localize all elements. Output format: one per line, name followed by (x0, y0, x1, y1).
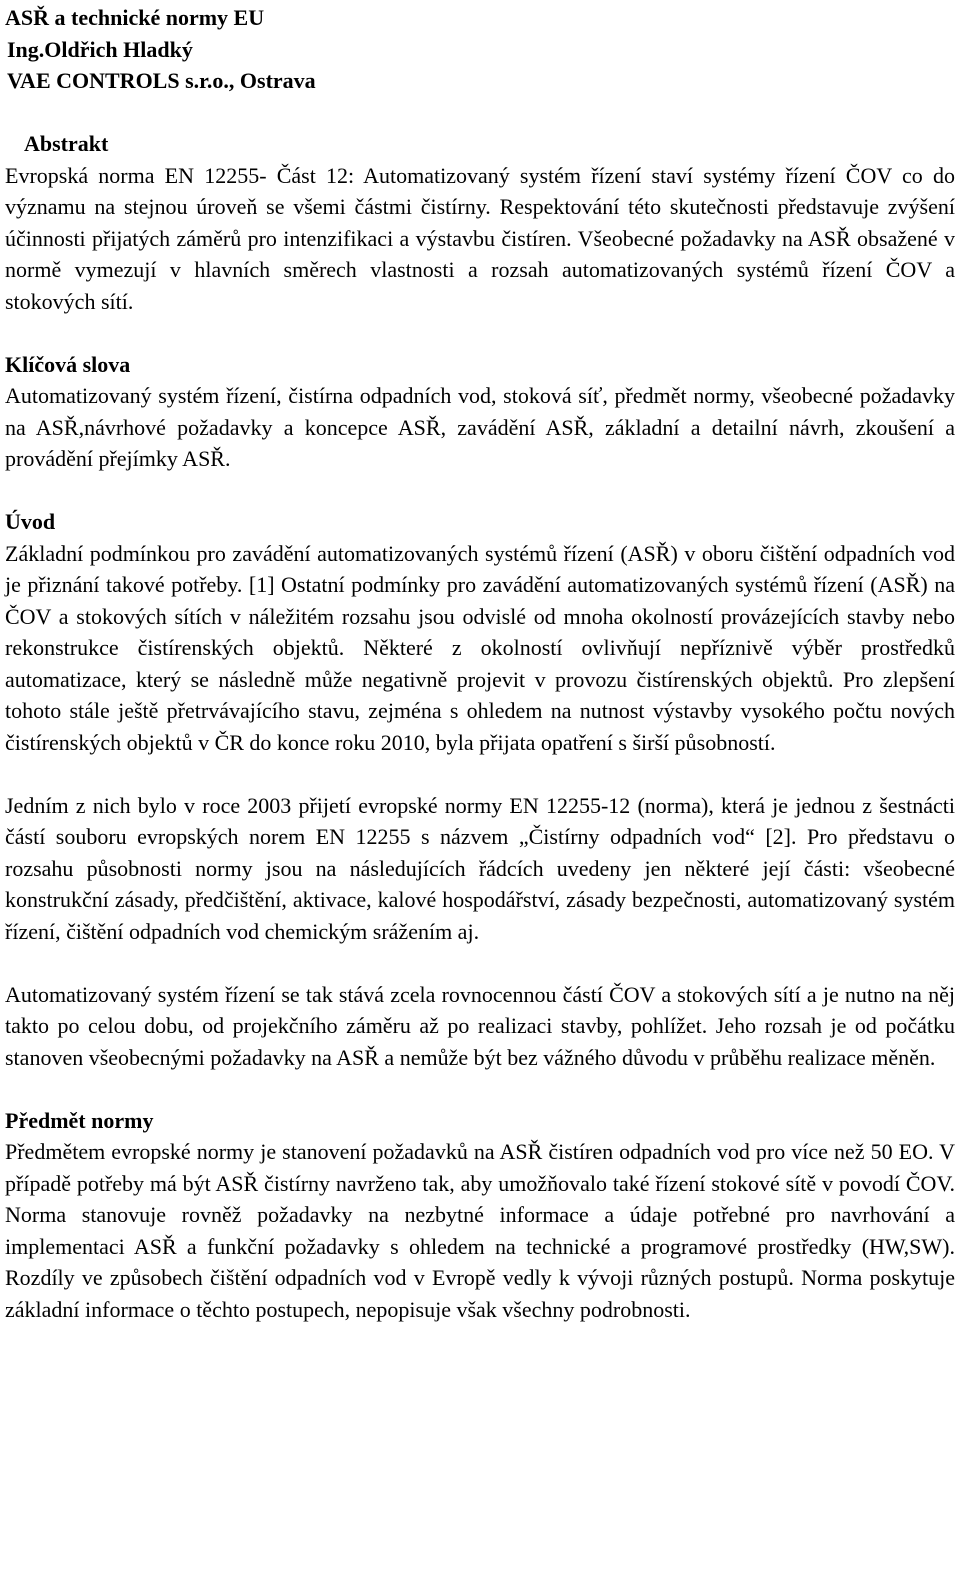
intro-paragraph-1: Základní podmínkou pro zavádění automatizovaných systémů řízení (ASŘ) v oboru čištění odpadních vod je přiznání takové potřeby. [1] Ostatní podmínky pro zavádění automatizovaných systémů řízení (ASŘ) na ČOV a stokových sítích v náležitém rozsahu jsou odvislé od mnoha okolností provázejících stavby nebo rekonstrukce čistírenských objektů. Některé z okolností ovlivňují nepříznivě výběr prostředků automatizace, který se následně může negativně projevit v provozu čistírenských objektů. Pro zlepšení tohoto stále ještě přetrvávajícího stavu, zejména s ohledem na nutnost výstavby vysokého počtu nových čistírenských objektů v ČR do konce roku 2010, byla přijata opatření s širší působností. (5, 540, 955, 755)
spacer (5, 947, 955, 979)
intro-paragraph-3: Automatizovaný systém řízení se tak stává zcela rovnocennou částí ČOV a stokových sítí a je nutno na něj takto po celou dobu, od projekčního záměru až po realizaci stavby, pohlížet. Jeho rozsah je od počátku stanoven všeobecnými požadavky na ASŘ a nemůže být bez vážného důvodu v průběhu realizace měněn. (5, 981, 955, 1070)
spacer (5, 475, 955, 507)
document-header (5, 2, 955, 97)
intro-paragraph-2: Jedním z nich bylo v roce 2003 přijetí evropské normy EN 12255-12 (norma), která je jednou z šestnácti částí souboru evropských norem EN 12255 s názvem „Čistírny odpadních vod“ [2]. Pro představu o rozsahu působnosti normy jsou na následujících řádcích uvedeny jen některé její části: všeobecné konstrukční zásady, předčištění, aktivace, kalové hospodářství, zásady bezpečnosti, automatizovaný systém řízení, čištění odpadních vod chemickým srážením aj. (5, 792, 955, 944)
author-affiliation: VAE CONTROLS s.r.o., Ostrava (7, 68, 316, 93)
intro-section (5, 506, 955, 1073)
subject-heading: Předmět normy (5, 1107, 154, 1133)
document-title: ASŘ a technické normy EU (5, 5, 265, 30)
intro-heading: Úvod (5, 509, 56, 534)
spacer (5, 1073, 955, 1105)
keywords-heading: Klíčová slova (5, 351, 131, 377)
spacer (5, 97, 955, 129)
author-name: Ing.Oldřich Hladký (7, 36, 193, 62)
subject-section (5, 1105, 955, 1326)
keywords-text: Automatizovaný systém řízení, čistírna odpadních vod, stoková síť, předmět normy, všeobecné požadavky na ASŘ,návrhové požadavky a koncepce ASŘ, zavádění ASŘ, základní a detailní návrh, zkoušení a provádění přejímky ASŘ. (5, 383, 955, 471)
abstract-heading: Abstrakt (24, 131, 109, 156)
abstract-section (5, 128, 955, 317)
subject-text: Předmětem evropské normy je stanovení požadavků na ASŘ čistíren odpadních vod pro více než 50 EO. V případě potřeby má být ASŘ čistírny navrženo tak, aby umožňovalo také řízení stokové sítě v povodí ČOV. Norma stanovuje rovněž požadavky na nezbytné informace a údaje potřebné pro navrhování a implementaci ASŘ a funkční požadavky s ohledem na technické a programové prostředky (HW,SW). Rozdíly ve způsobech čištění odpadních vod v Evropě vedly k vývoji různých postupů. Norma poskytuje základní informace o těchto postupech, nepopisuje však všechny podrobnosti. (5, 1139, 955, 1322)
spacer (5, 758, 955, 790)
keywords-section (5, 349, 955, 475)
abstract-text: Evropská norma EN 12255- Část 12: Automatizovaný systém řízení staví systémy řízení ČOV co do významu na stejnou úroveň se všemi částmi čistírny. Respektování této skutečnosti představuje zvýšení účinnosti přijatých záměrů pro intenzifikaci a výstavbu čistíren. Všeobecné požadavky na ASŘ obsažené v normě vymezují v hlavních směrech vlastnosti a rozsah automatizovaných systémů řízení ČOV a stokových sítí. (5, 162, 955, 314)
spacer (5, 317, 955, 349)
